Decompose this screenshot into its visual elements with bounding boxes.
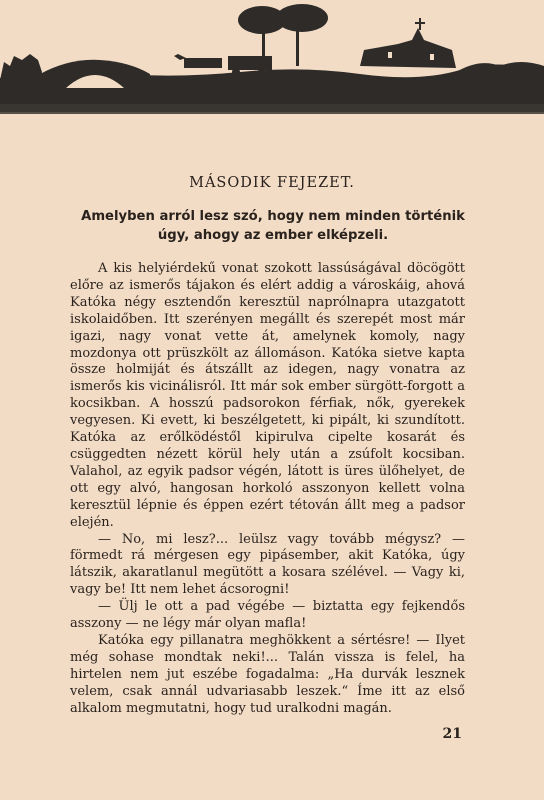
landscape-silhouette-illustration [0,0,544,120]
chapter-heading: MÁSODIK FEJEZET. [189,175,355,191]
page-number: 21 [442,726,462,742]
paragraph: — Ülj le ott a pad végébe — biztatta egy fejkendős asszony — ne légy már olyan mafla! [70,599,465,632]
chapter-body-text [70,261,465,717]
paragraph: A kis helyiérdekű vonat szokott lassúságával döcögött előre az ismerős tájakon és elért addig a városkáig, ahová Katóka négy esztendőn keresztül naprólnapra utazgatott iskolaidőben. Itt szerényen megállt és szerepét most már igazi, nagy vonat vette át, amelynek komoly, nagy mozdonya ott prüszkölt az állomáson. Katóka sietve kapta össze holmiját és átszállt az idegen, nagy vonatra az ismerős kis vicinálisról. Itt már sok ember sürgött-forgott a kocsikban. A hosszú padsorokon férfiak, nők, gyerekek vegyesen. Ki evett, ki beszélgetett, ki pipált, ki szundított. Katóka az erőlködéstől kipirulva cipelte kosarát és csüggedten nézett körül hely után a zsúfolt kocsiban. Valahol, az egyik padsor végén, látott is üres ülőhelyet, de ott egy alvó, hangosan horkoló asszonyon kellett volna keresztül lépnie és éppen ezért tétován állt meg a padsor elején. [70,261,465,530]
chapter-subtitle: Amelyben arról lesz szó, hogy nem minden történik úgy, ahogy az ember elképzeli. [81,209,465,243]
paragraph: — No, mi lesz?... leülsz vagy tovább mégysz? — förmedt rá mérgesen egy pipásember, akit Katóka, úgy látszik, akaratlanul megütött a kosara szélével. — Vagy ki, vagy be! Itt nem lehet ácsorogni! [70,531,465,598]
paragraph: Katóka egy pillanatra meghökkent a sértésre! — Ilyet még sohase mondtak neki!... Talán vissza is felel, ha hirtelen nem jut eszébe fogadalma: „Ha durvák lesznek velem, csak annál udvariasabb leszek.“ Íme itt az első alkalom megmutatni, hogy tud uralkodni magán. [70,632,465,716]
